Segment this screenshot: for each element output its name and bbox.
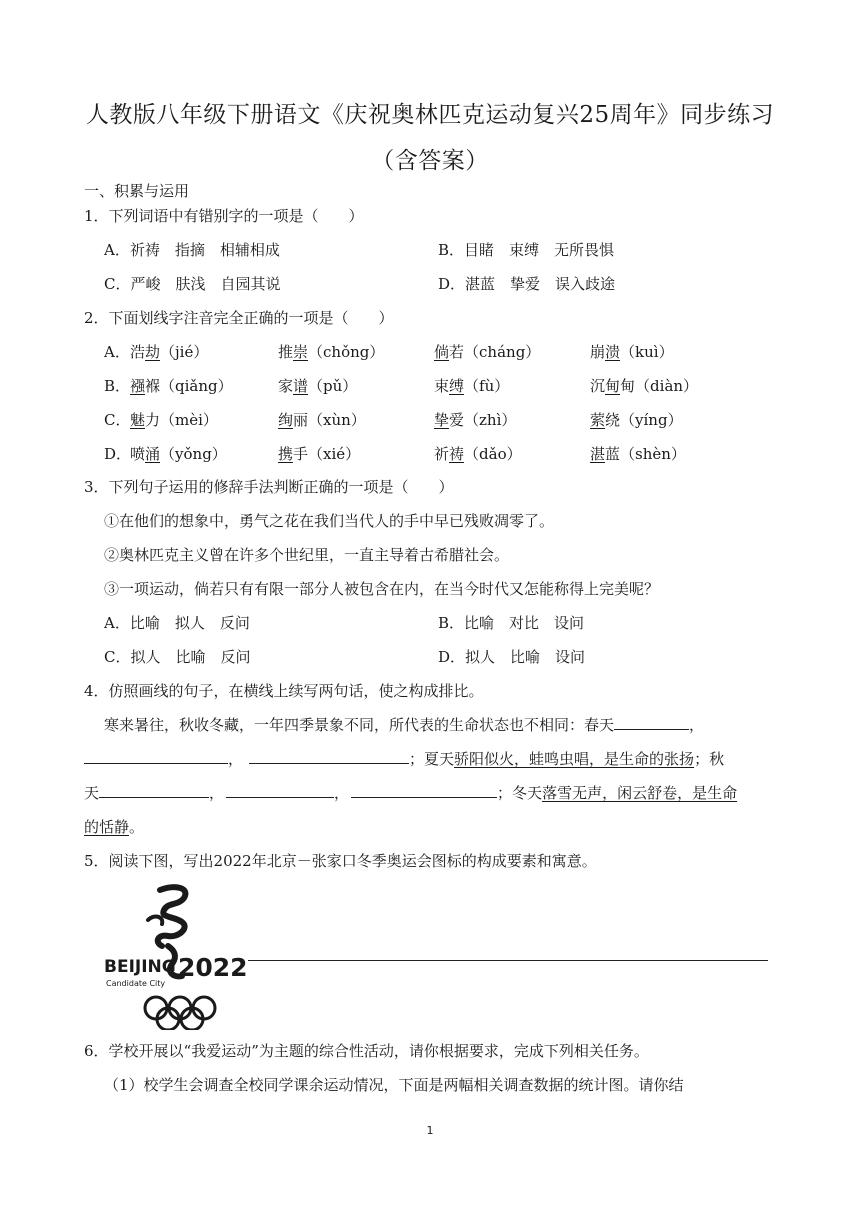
punctuation: 。 — [129, 818, 145, 836]
underlined-character: 携 — [278, 445, 294, 463]
word-part: 若 — [449, 343, 465, 361]
question-4-text: ；冬天 — [497, 784, 543, 802]
question-5-stem: 5．阅读下图，写出2022年北京－张家口冬季奥运会图标的构成要素和寓意。 — [84, 852, 597, 870]
pinyin-annotation: （diàn） — [635, 377, 699, 395]
pinyin-annotation: （mèi） — [160, 411, 218, 429]
logo-wordmark: BEIJING — [104, 957, 176, 977]
page-number: 1 — [426, 1124, 434, 1137]
word-part: 喷 — [130, 445, 146, 463]
pinyin-item — [278, 341, 384, 362]
word-part: 祈 — [434, 445, 450, 463]
pinyin-item — [130, 375, 233, 396]
question-1-option-a: A．祈祷 指摘 相辅相成 — [104, 241, 280, 259]
pinyin-item — [278, 409, 366, 430]
underlined-character: 涌 — [145, 445, 161, 463]
question-1-option-d: D．湛蓝 挚爱 误入歧途 — [438, 275, 616, 293]
question-3-option-d: D．拟人 比喻 设问 — [438, 648, 586, 666]
underlined-model-sentence: 骄阳似火，蛙鸣虫唱，是生命的张扬 — [454, 750, 695, 768]
word-part: 浩 — [130, 343, 146, 361]
word-part: 崩 — [590, 343, 606, 361]
pinyin-item — [590, 341, 674, 362]
punctuation: ， — [689, 716, 705, 734]
pinyin-annotation: （cháng） — [464, 343, 541, 361]
word-part: 褓 — [145, 377, 161, 395]
pinyin-annotation: （zhì） — [464, 411, 517, 429]
underlined-character: 萦 — [590, 411, 606, 429]
question-4-line-2 — [84, 748, 724, 769]
pinyin-annotation: （yǒng） — [160, 445, 227, 463]
pinyin-annotation: （pǔ） — [308, 377, 358, 395]
question-1-stem: 1．下列词语中有错别字的一项是（ ） — [84, 207, 364, 225]
question-3-option-c: C．拟人 比喻 反问 — [104, 648, 251, 666]
underlined-character: 甸 — [605, 377, 621, 395]
underlined-character: 挚 — [434, 411, 450, 429]
pinyin-item — [130, 341, 208, 362]
pinyin-item — [590, 409, 683, 430]
word-part: 家 — [278, 377, 294, 395]
pinyin-annotation: （dǎo） — [464, 445, 522, 463]
document-title: 人教版八年级下册语文《庆祝奥林匹克运动复兴25周年》同步练习 — [85, 102, 775, 128]
pinyin-item — [278, 375, 357, 396]
pinyin-item — [434, 409, 516, 430]
question-2-option-letter: B． — [104, 377, 131, 395]
pinyin-item — [434, 375, 509, 396]
question-4-text: 天 — [84, 784, 100, 802]
question-4-stem: 4．仿照画线的句子，在横线上续写两句话，使之构成排比。 — [84, 682, 484, 700]
question-2-option-letter: D． — [104, 445, 132, 463]
underlined-character: 崇 — [293, 343, 309, 361]
question-6-stem: 6．学校开展以“我爱运动”为主题的综合性活动，请你根据要求，完成下列相关任务。 — [84, 1042, 649, 1060]
pinyin-annotation: （xié） — [308, 445, 361, 463]
question-4-line-1 — [104, 714, 704, 735]
underlined-character: 劫 — [145, 343, 161, 361]
underlined-character: 襁 — [130, 377, 146, 395]
question-3-sentence-3: ③一项运动，倘若只有有限一部分人被包含在内，在当今时代又怎能称得上完美呢？ — [104, 580, 660, 598]
pinyin-item — [590, 375, 698, 396]
word-part: 手 — [293, 445, 309, 463]
answer-line[interactable] — [248, 960, 768, 961]
answer-blank[interactable] — [351, 783, 497, 798]
answer-blank[interactable] — [99, 783, 209, 798]
word-part: 力 — [145, 411, 161, 429]
question-1-option-b: B．目睹 束缚 无所畏惧 — [438, 241, 615, 259]
underlined-character: 魅 — [130, 411, 146, 429]
question-2-option-letter: A． — [104, 343, 130, 361]
answer-blank[interactable] — [249, 749, 409, 764]
word-part: 推 — [278, 343, 294, 361]
underlined-character: 祷 — [449, 445, 465, 463]
question-4-text: 夏天 — [424, 750, 455, 768]
underlined-character: 谱 — [293, 377, 309, 395]
pinyin-item — [590, 443, 686, 464]
question-3-option-a: A．比喻 拟人 反问 — [104, 614, 250, 632]
underlined-character: 湛 — [590, 445, 606, 463]
pinyin-item — [130, 443, 227, 464]
pinyin-annotation: （kuì） — [620, 343, 674, 361]
punctuation: ， — [228, 750, 244, 768]
underlined-character: 溃 — [605, 343, 621, 361]
word-part: 蓝 — [605, 445, 621, 463]
question-1-option-c: C．严峻 肤浅 自园其说 — [104, 275, 281, 293]
punctuation: ， — [334, 784, 350, 802]
word-part: 甸 — [620, 377, 636, 395]
underlined-character: 倘 — [434, 343, 450, 361]
question-3-stem: 3．下列句子运用的修辞手法判断正确的一项是（ ） — [84, 478, 454, 496]
question-4-text: 寒来暑往，秋收冬藏，一年四季景象不同，所代表的生命状态也不相同：春天 — [104, 716, 615, 734]
pinyin-annotation: （jié） — [160, 343, 209, 361]
question-2-option-letter: C． — [104, 411, 131, 429]
pinyin-annotation: （shèn） — [620, 445, 686, 463]
section-heading: 一、积累与运用 — [84, 182, 190, 200]
punctuation: ， — [209, 784, 225, 802]
answer-blank[interactable] — [614, 715, 689, 730]
pinyin-annotation: （xùn） — [308, 411, 366, 429]
question-4-text: ；秋 — [694, 750, 725, 768]
answer-blank[interactable] — [226, 783, 334, 798]
pinyin-annotation: （chǒng） — [308, 343, 385, 361]
word-part: 爱 — [449, 411, 465, 429]
logo-subtitle: Candidate City — [106, 979, 166, 988]
punctuation: ； — [409, 750, 425, 768]
underlined-model-sentence: 落雪无声，闲云舒卷，是生命 — [542, 784, 738, 802]
pinyin-item — [434, 341, 540, 362]
pinyin-item — [278, 443, 360, 464]
pinyin-item — [130, 409, 218, 430]
answer-blank[interactable] — [84, 749, 228, 764]
word-part: 丽 — [293, 411, 309, 429]
question-3-sentence-1: ①在他们的想象中，勇气之花在我们当代人的手中早已残败凋零了。 — [104, 512, 555, 530]
pinyin-annotation: （qiǎng） — [160, 377, 233, 395]
logo-year: 2022 — [178, 953, 248, 982]
pinyin-annotation: （yíng） — [620, 411, 683, 429]
underlined-model-sentence: 的恬静 — [84, 818, 130, 836]
document-subtitle: （含答案） — [371, 148, 489, 174]
word-part: 沉 — [590, 377, 606, 395]
question-6-sub-1: （1）校学生会调查全校同学课余运动情况，下面是两幅相关调查数据的统计图。请你结 — [104, 1076, 684, 1094]
beijing-2022-logo — [98, 880, 248, 1030]
question-4-line-4 — [84, 816, 144, 837]
pinyin-item — [434, 443, 522, 464]
question-3-sentence-2: ②奥林匹克主义曾在许多个世纪里，一直主导着古希腊社会。 — [104, 546, 510, 564]
underlined-character: 缚 — [449, 377, 465, 395]
pinyin-annotation: （fù） — [464, 377, 510, 395]
question-2-stem: 2．下面划线字注音完全正确的一项是（ ） — [84, 309, 394, 327]
underlined-character: 绚 — [278, 411, 294, 429]
word-part: 束 — [434, 377, 450, 395]
word-part: 绕 — [605, 411, 621, 429]
question-3-option-b: B．比喻 对比 设问 — [438, 614, 585, 632]
question-4-line-3 — [84, 782, 737, 803]
